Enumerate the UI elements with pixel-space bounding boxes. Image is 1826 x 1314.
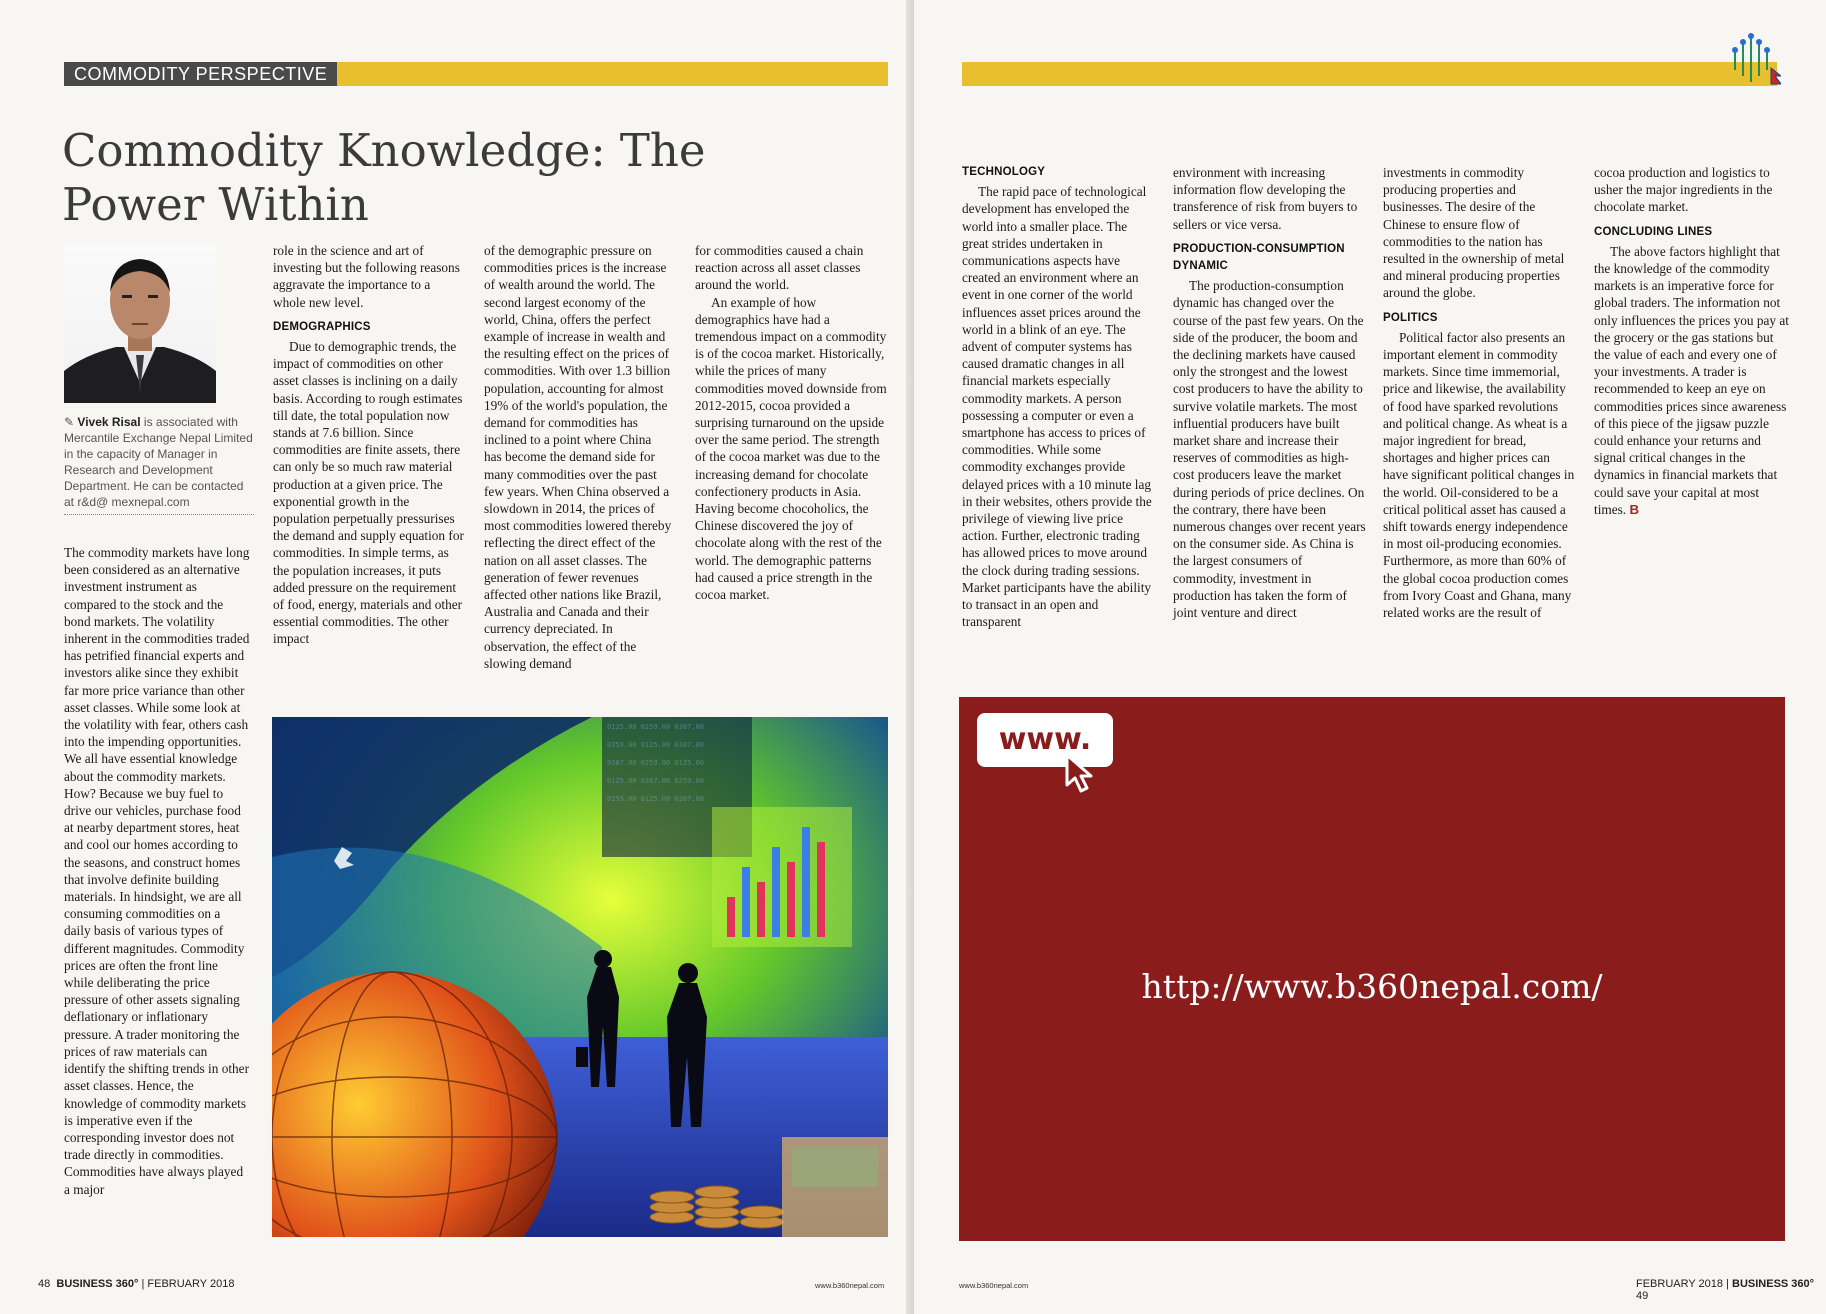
paragraph: An example of how demographics have had a tremendous impact on a commodity is of the cocoa market. Historically, while the prices of many commodities moved downside from 2012-2015, cocoa provided a surprising turnaround on the upside over the same period. The strength of the cocoa market was due to the increasing demand for chocolate confectionery products in Asia. Having become chocoholics, the Chinese discovered the joy of chocolate along with the rest of the world. The demographic patterns had caused a price strength in the cocoa market. bbox=[695, 294, 887, 603]
section-heading-concluding-lines: CONCLUDING LINES bbox=[1594, 225, 1713, 238]
website-advertisement[interactable] bbox=[959, 697, 1785, 1241]
page-number: 48 bbox=[38, 1278, 51, 1290]
right-footer bbox=[1636, 1278, 1826, 1302]
footer-separator: | bbox=[141, 1278, 145, 1290]
cursor-arrow-icon bbox=[1063, 753, 1103, 795]
page-number: 49 bbox=[1636, 1290, 1649, 1302]
article-column-5 bbox=[962, 164, 1152, 630]
concluding-text: The above factors highlight that the knowledge of the commodity markets is an imperative force for global traders. The information not only influences the prices you pay at the grocery or the gas stations but the value of each and every one of your investments. A trader is recommended to keep an eye on commodities prices since awareness of this piece of the jigsaw puzzle could enhance your returns and signal critical changes in the dynamics in financial markets that could save your capital at most times. bbox=[1594, 243, 1789, 517]
section-heading-production-consumption: PRODUCTION-CONSUMPTION DYNAMIC bbox=[1173, 242, 1345, 273]
paragraph bbox=[1594, 243, 1789, 518]
author-byline bbox=[64, 414, 254, 515]
accent-bar-right bbox=[962, 62, 1777, 86]
magazine-name: BUSINESS 360° bbox=[1732, 1278, 1815, 1290]
paragraph: The rapid pace of technological development has enveloped the world into a smaller place. The great strides undertaken in communications aspects have created an environment where an event in one corner of the world influences asset prices around the world in a blink of an eye. The advent of computer systems has caused dramatic changes in all financial markets especially commodity markets. A person possessing a computer or even a smartphone has access to prices of commodities. While some commodity exchanges provide delayed prices with a 10 minute lag in their websites, others provide the privilege of viewing live price action. Further, electronic trading has allowed prices to move around the clock during trading sessions. Market participants have the ability to transact in an open and transparent bbox=[962, 184, 1152, 630]
svg-text:0387.00 0259.00 0125.00: 0387.00 0259.00 0125.00 bbox=[607, 759, 704, 767]
svg-text:0259.00 0125.00 0387.00: 0259.00 0125.00 0387.00 bbox=[607, 741, 704, 749]
circuit-logo-icon bbox=[1721, 28, 1781, 88]
website-url[interactable]: http://www.b360nepal.com/ bbox=[1141, 967, 1603, 1006]
left-footer bbox=[38, 1278, 234, 1290]
author-photo bbox=[64, 243, 216, 403]
commodity-illustration bbox=[272, 717, 888, 1237]
www-badge: www. bbox=[977, 713, 1113, 767]
paragraph: cocoa production and logistics to usher the major ingredients in the chocolate market. bbox=[1594, 165, 1773, 215]
paragraph: of the demographic pressure on commodities prices is the increase of wealth around the world. The second largest economy of the world, China, offers the perfect example of increase in wealth and the resulting effect on the prices of commodities. With over 1.3 billion population, accounting for almost 19% of the world's population, the demand for commodities has inclined to a point where China has become the demand side for many commodities over the past few years. When China observed a slowdown in 2014, the prices of most commodities lowered thereby reflecting the direct effect of the nation on all asset classes. The generation of fewer revenues affected other nations like Brazil, Australia and Canada and their currency depreciated. In observation, the effect of the slowing demand bbox=[484, 243, 672, 671]
article-title: Commodity Knowledge: The Power Within bbox=[62, 124, 706, 231]
paragraph: environment with increasing information flow developing the transference of risk from buyers to sellers or vice versa. bbox=[1173, 165, 1358, 232]
svg-text:0125.00 0259.00 0387.00: 0125.00 0259.00 0387.00 bbox=[607, 723, 704, 731]
article-column-8 bbox=[1594, 164, 1789, 518]
svg-text:0259.00 0125.00 0387.00: 0259.00 0125.00 0387.00 bbox=[607, 795, 704, 803]
section-tag: COMMODITY PERSPECTIVE bbox=[64, 62, 337, 86]
article-column-4 bbox=[695, 242, 888, 603]
paragraph: Political factor also presents an important element in commodity markets. Since time immemorial, price and likewise, the availability of food have sparked revolutions and political change. As wheat is a major ingredient for bread, shortages and higher prices can have significant political changes in the world. Oil-considered to be a critical political asset has caused a shift towards energy independence in most oil-producing economies. Furthermore, as more than 60% of the global cocoa production comes from Ivory Coast and Ghana, many related works are the result of bbox=[1383, 329, 1575, 621]
article-column-6 bbox=[1173, 164, 1368, 621]
paragraph: for commodities caused a chain reaction across all asset classes around the world. bbox=[695, 243, 864, 293]
paragraph: role in the science and art of investing but the following reasons aggravate the importance to a whole new level. bbox=[273, 243, 460, 310]
issue-date: FEBRUARY 2018 bbox=[1636, 1278, 1724, 1290]
svg-text:0125.00 0387.00 0259.00: 0125.00 0387.00 0259.00 bbox=[607, 777, 704, 785]
section-heading-technology: TECHNOLOGY bbox=[962, 166, 1046, 178]
article-column-7 bbox=[1383, 164, 1575, 621]
magazine-name: BUSINESS 360° bbox=[56, 1278, 139, 1290]
section-heading-politics: POLITICS bbox=[1383, 311, 1438, 324]
paragraph: The commodity markets have long been considered as an alternative investment instrument as compared to the stock and the bond markets. The volatility inherent in the commodities traded has petrified financial experts and investors alike since they exhibit far more price variance than other asset classes. While some look at the volatility with fear, others cash into the impending opportunities. We all have essential knowledge about the commodity markets. How? Because we buy fuel to drive our vehicles, purchase food at nearby department stores, heat and cool our homes according to the seasons, and construct homes that involve definite building materials. In hindsight, we are all consuming commodities on a daily basis of various types of different magnitudes. Commodity prices are often the front line while deliberating the price pressure of other assets signaling deflationary or inflationary pressure. A trader monitoring the prices of raw materials can identify the shifting trends in other asset classes. Hence, the knowledge of commodity markets is imperative even if the corresponding investor does not trade directly in commodities. Commodities have always played a major bbox=[64, 545, 250, 1197]
footer-url: www.b360nepal.com bbox=[815, 1281, 885, 1290]
article-column-3 bbox=[484, 242, 672, 672]
footer-url: www.b360nepal.com bbox=[959, 1281, 1029, 1290]
section-heading-demographics: DEMOGRAPHICS bbox=[273, 320, 371, 333]
issue-date: FEBRUARY 2018 bbox=[147, 1278, 235, 1290]
footer-separator: | bbox=[1726, 1278, 1729, 1290]
paragraph: The production-consumption dynamic has changed over the course of the past few years. On the side of the producer, the boom and the declining markets have caused only the strongest and the lowest cost producers to have the ability to survive volatile markets. The most influential producers have built market share and increase their reserves of commodities as high-cost producers leave the market during periods of price declines. On the contrary, there have been numerous changes over recent years on the consumer side. As China is the largest consumers of commodity, investment in production has taken the form of joint venture and direct bbox=[1173, 278, 1366, 621]
end-mark: B bbox=[1629, 501, 1640, 517]
paragraph: Due to demographic trends, the impact of commodities on other asset classes is inclining on a daily basis. According to rough estimates till date, the total population now stands at 7.6 billion. Since commodities are finite assets, there can only be so much raw material production at a given price. The exponential growth in the population perpetually pressurises the demand and supply equation for commodities. In simple terms, as the population increases, it puts added pressure on the requirement of food, energy, materials and other essential commodities. The other impact bbox=[273, 339, 464, 647]
article-column-1 bbox=[64, 544, 250, 1198]
paragraph: investments in commodity producing properties and businesses. The desire of the Chinese to ensure flow of commodities to the nation has resulted in the ownership of metal and mineral producing properties around the globe. bbox=[1383, 165, 1565, 301]
pen-icon: ✎ bbox=[64, 415, 75, 429]
author-name: Vivek Risal bbox=[77, 415, 141, 429]
article-column-2 bbox=[273, 242, 466, 648]
author-bio: is associated with Mercantile Exchange Nepal Limited in the capacity of Manager in Research and Development Department. He can be contacted at r&d@ mexnepal.com bbox=[64, 415, 253, 509]
left-page bbox=[0, 0, 912, 1314]
